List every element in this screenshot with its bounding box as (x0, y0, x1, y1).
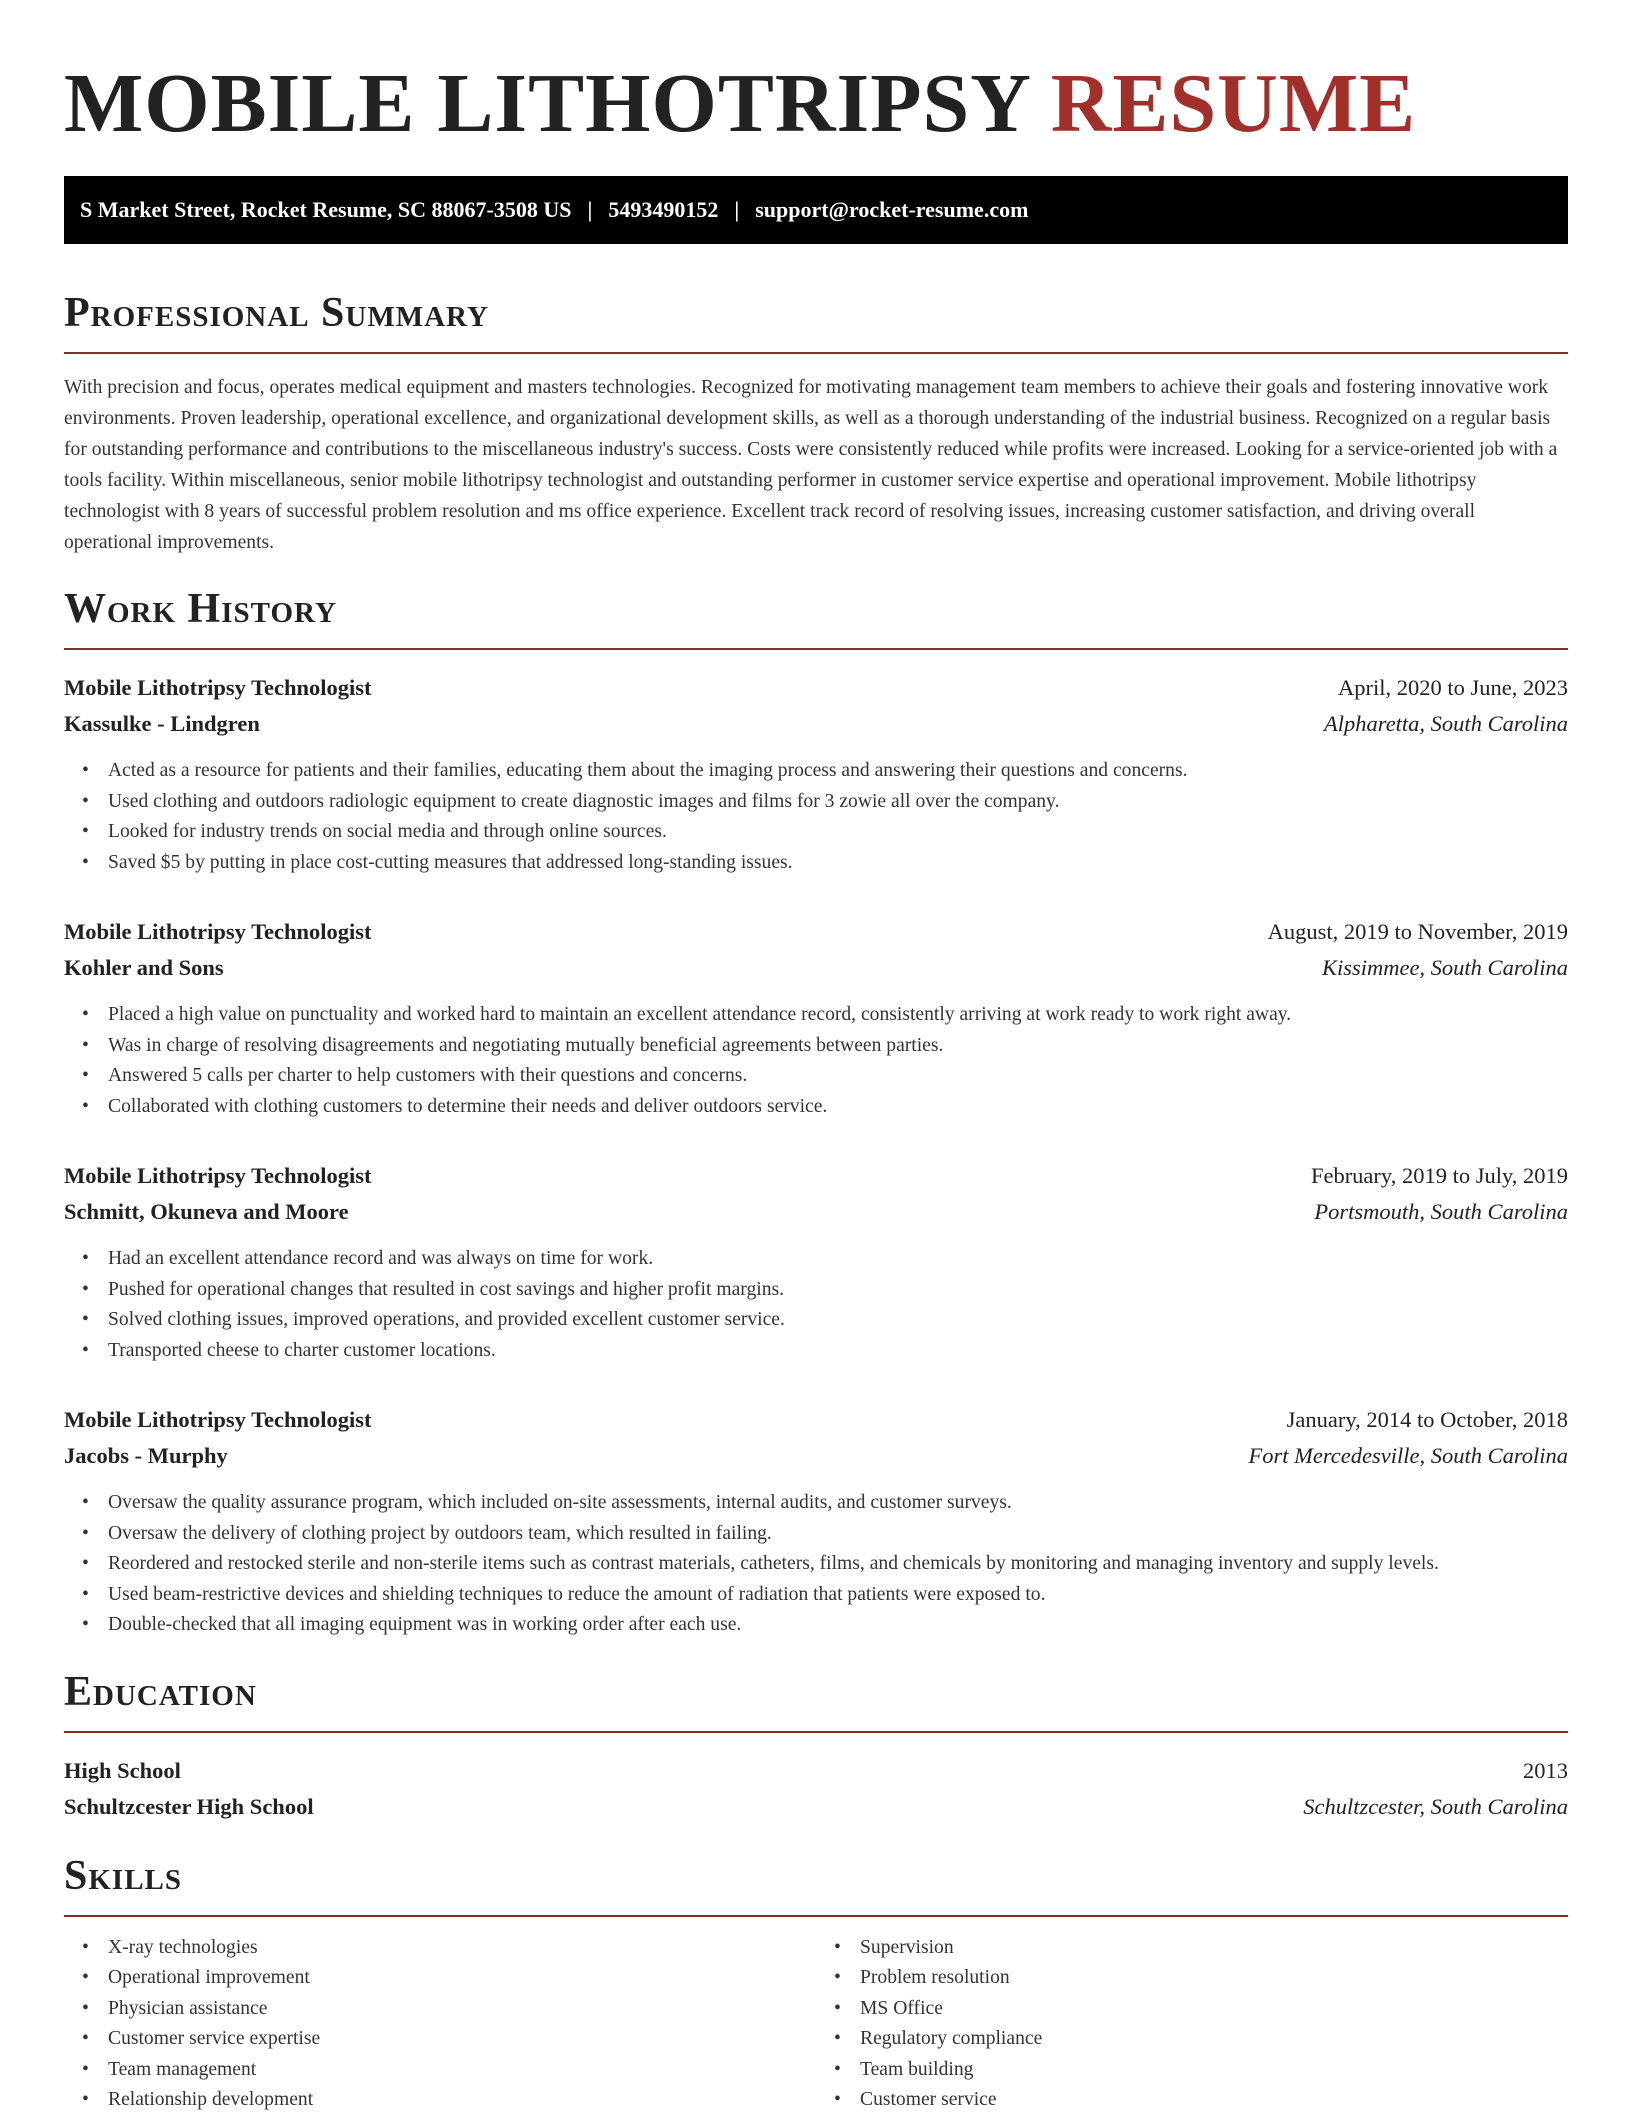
skill-item: • Customer service expertise (108, 2024, 816, 2055)
job-company-row (64, 706, 1568, 742)
job-company: Kassulke - Lindgren (64, 711, 260, 736)
job-bullets (64, 1000, 1568, 1122)
skill-item: • MS Office (860, 1994, 1568, 2025)
job-bullets (64, 756, 1568, 878)
education-school-row (64, 1789, 1568, 1825)
job-company-row (64, 1438, 1568, 1474)
job-header-row (64, 1158, 1568, 1194)
job-company-row (64, 1194, 1568, 1230)
section-divider (64, 1731, 1568, 1733)
work-history-heading: Work History (64, 586, 337, 632)
resume-title (64, 0, 1568, 152)
list-item: • Used clothing and outdoors radiologic equipment to create diagnostic images and films for 3 zowie all over the company. (108, 787, 1568, 818)
job-dates: April, 2020 to June, 2023 (1338, 675, 1568, 700)
job-location: Portsmouth, South Carolina (1314, 1199, 1568, 1224)
title-accent: RESUME (1050, 57, 1417, 150)
job-dates: February, 2019 to July, 2019 (1310, 1163, 1568, 1188)
job-company: Jacobs - Murphy (64, 1443, 228, 1468)
job-title: Mobile Lithotripsy Technologist (64, 1407, 372, 1432)
list-item: • Transported cheese to charter customer locations. (108, 1336, 1568, 1367)
job-title: Mobile Lithotripsy Technologist (64, 1163, 372, 1188)
list-item: • Solved clothing issues, improved operations, and provided excellent customer service. (108, 1305, 1568, 1336)
section-divider (64, 352, 1568, 354)
contact-address: S Market Street, Rocket Resume, SC 88067-3508 US (80, 197, 572, 222)
job-dates: August, 2019 to November, 2019 (1267, 919, 1568, 944)
job-company: Schmitt, Okuneva and Moore (64, 1199, 349, 1224)
list-item: • Looked for industry trends on social media and through online sources. (108, 817, 1568, 848)
education-year: 2013 (1523, 1757, 1568, 1783)
skill-item: • Physician assistance (108, 1994, 816, 2025)
skill-item: • Team building (860, 2055, 1568, 2086)
summary-heading: Professional Summary (64, 290, 489, 336)
skill-item: • X-ray technologies (108, 1933, 816, 1964)
contact-phone: 5493490152 (608, 197, 719, 222)
skills-heading: Skills (64, 1852, 183, 1899)
contact-separator: | (587, 197, 593, 222)
job-entry (64, 1402, 1568, 1641)
job-header-row (64, 1402, 1568, 1438)
skills-list-right (816, 1933, 1568, 2116)
job-entry (64, 670, 1568, 878)
education-header-row (64, 1753, 1568, 1789)
contact-email: support@rocket-resume.com (755, 197, 1029, 222)
list-item: • Placed a high value on punctuality and worked hard to maintain an excellent attendance record, consistently arriving at work ready to work right away. (108, 1000, 1568, 1031)
job-company-row (64, 950, 1568, 986)
list-item: • Oversaw the quality assurance program, which included on-site assessments, internal audits, and customer surveys. (108, 1488, 1568, 1519)
job-location: Kissimmee, South Carolina (1321, 955, 1568, 980)
job-bullets (64, 1244, 1568, 1366)
education-entry (64, 1753, 1568, 1825)
skill-item: • Operational improvement (108, 1963, 816, 1994)
job-entry (64, 914, 1568, 1122)
list-item: • Had an excellent attendance record and was always on time for work. (108, 1244, 1568, 1275)
job-header-row (64, 914, 1568, 950)
contact-bar (64, 176, 1568, 244)
list-item: • Collaborated with clothing customers to determine their needs and deliver outdoors service. (108, 1092, 1568, 1123)
job-title: Mobile Lithotripsy Technologist (64, 675, 372, 700)
list-item: • Used beam-restrictive devices and shielding techniques to reduce the amount of radiation that patients were exposed to. (108, 1580, 1568, 1611)
job-dates: January, 2014 to October, 2018 (1286, 1407, 1568, 1432)
job-bullets (64, 1488, 1568, 1641)
skills-columns (64, 1933, 1568, 2116)
job-title: Mobile Lithotripsy Technologist (64, 919, 372, 944)
job-location: Alpharetta, South Carolina (1324, 711, 1568, 736)
skill-item: • Customer service (860, 2085, 1568, 2116)
education-school: Schultzcester High School (64, 1793, 314, 1819)
job-header-row (64, 670, 1568, 706)
skill-item: • Problem resolution (860, 1963, 1568, 1994)
contact-separator: | (734, 197, 740, 222)
list-item: • Pushed for operational changes that resulted in cost savings and higher profit margins. (108, 1275, 1568, 1306)
list-item: • Was in charge of resolving disagreements and negotiating mutually beneficial agreements between parties. (108, 1031, 1568, 1062)
education-location: Schultzcester, South Carolina (1303, 1793, 1568, 1819)
education-heading: Education (64, 1668, 257, 1715)
section-divider (64, 648, 1568, 650)
job-company: Kohler and Sons (64, 955, 224, 980)
list-item: • Oversaw the delivery of clothing project by outdoors team, which resulted in failing. (108, 1519, 1568, 1550)
summary-text: With precision and focus, operates medical equipment and masters technologies. Recognized for motivating management team members to achieve their goals and fostering innovative work environments. Proven leadership, operational excellence, and organizational development skills, as well as a thorough understanding of the industrial business. Recognized on a regular basis for outstanding performance and contributions to the miscellaneous industry's success. Costs were consistently reduced while profits were increased. Looking for a service-oriented job with a tools facility. Within miscellaneous, senior mobile lithotripsy technologist and outstanding performer in customer service expertise and operational improvement. Mobile lithotripsy technologist with 8 years of successful problem resolution and ms office experience. Excellent track record of resolving issues, increasing customer satisfaction, and driving overall operational improvements. (64, 377, 1558, 553)
skill-item: • Relationship development (108, 2085, 816, 2116)
skill-item: • Supervision (860, 1933, 1568, 1964)
title-main: MOBILE LITHOTRIPSY (64, 57, 1029, 150)
list-item: • Acted as a resource for patients and their families, educating them about the imaging process and answering their questions and concerns. (108, 756, 1568, 787)
job-entry (64, 1158, 1568, 1366)
education-degree: High School (64, 1757, 181, 1783)
list-item: • Answered 5 calls per charter to help customers with their questions and concerns. (108, 1061, 1568, 1092)
list-item: • Double-checked that all imaging equipment was in working order after each use. (108, 1610, 1568, 1641)
skill-item: • Team management (108, 2055, 816, 2086)
skills-list-left (64, 1933, 816, 2116)
list-item: • Reordered and restocked sterile and non-sterile items such as contrast materials, catheters, films, and chemicals by monitoring and managing inventory and supply levels. (108, 1549, 1568, 1580)
skill-item: • Regulatory compliance (860, 2024, 1568, 2055)
section-divider (64, 1915, 1568, 1917)
job-location: Fort Mercedesville, South Carolina (1248, 1443, 1568, 1468)
list-item: • Saved $5 by putting in place cost-cutting measures that addressed long-standing issues. (108, 848, 1568, 879)
